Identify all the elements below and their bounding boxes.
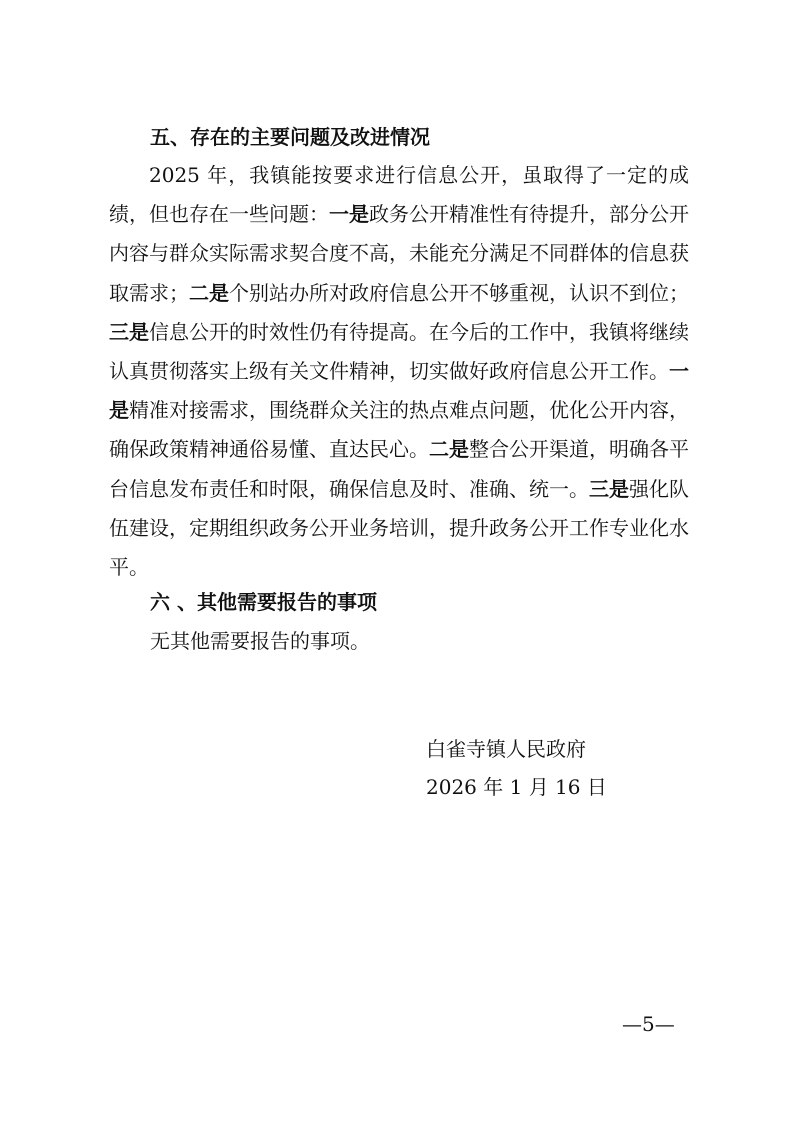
paragraph-text-3: 个别站办所对政府信息公开不够重视，认识不到位； [229, 280, 689, 305]
section-5-paragraph [109, 156, 689, 587]
section-5-body [109, 156, 689, 587]
paragraph-text-7: 强化队伍建设，定期组织政务公开业务培训，提升政务公开工作专业化水平。 [109, 476, 689, 580]
marker-third: 三是 [109, 319, 149, 344]
section-6-heading: 六 、其他需要报告的事项 [150, 590, 377, 614]
marker-second-measure: 二是 [429, 437, 469, 462]
paragraph-text-1: 2025 年，我镇能按要求进行信息公开，虽取得了一定的成绩，但也存在一些问题： [109, 163, 689, 227]
paragraph-text-6: 整合公开渠道，明确各平台信息发布责任和时限，确保信息及时、准确、统一。 [109, 437, 689, 501]
marker-first: 一是 [329, 202, 369, 227]
marker-first-measure: 一是 [109, 359, 689, 423]
paragraph-text-4: 信息公开的时效性仍有待提高。在今后的工作中，我镇将继续认真贯彻落实上级有关文件精神，切实做好政府信息公开工作。 [109, 319, 689, 384]
paragraph-text-5: 精准对接需求，围绕群众关注的热点难点问题，优化公开内容，确保政策精神通俗易懂、直达民心。 [109, 398, 689, 462]
page-number: —5— [622, 1012, 675, 1036]
section-6-text: 无其他需要报告的事项。 [150, 629, 370, 653]
signature-organization: 白雀寺镇人民政府 [426, 737, 586, 761]
marker-second: 二是 [189, 280, 229, 305]
paragraph-text-2: 政务公开精准性有待提升，部分公开内容与群众实际需求契合度不高，未能充分满足不同群体的信息获取需求； [109, 202, 689, 305]
marker-third-measure: 三是 [589, 476, 629, 501]
section-5-heading: 五、存在的主要问题及改进情况 [150, 125, 430, 149]
signature-date: 2026 年 1 月 16 日 [426, 775, 607, 799]
